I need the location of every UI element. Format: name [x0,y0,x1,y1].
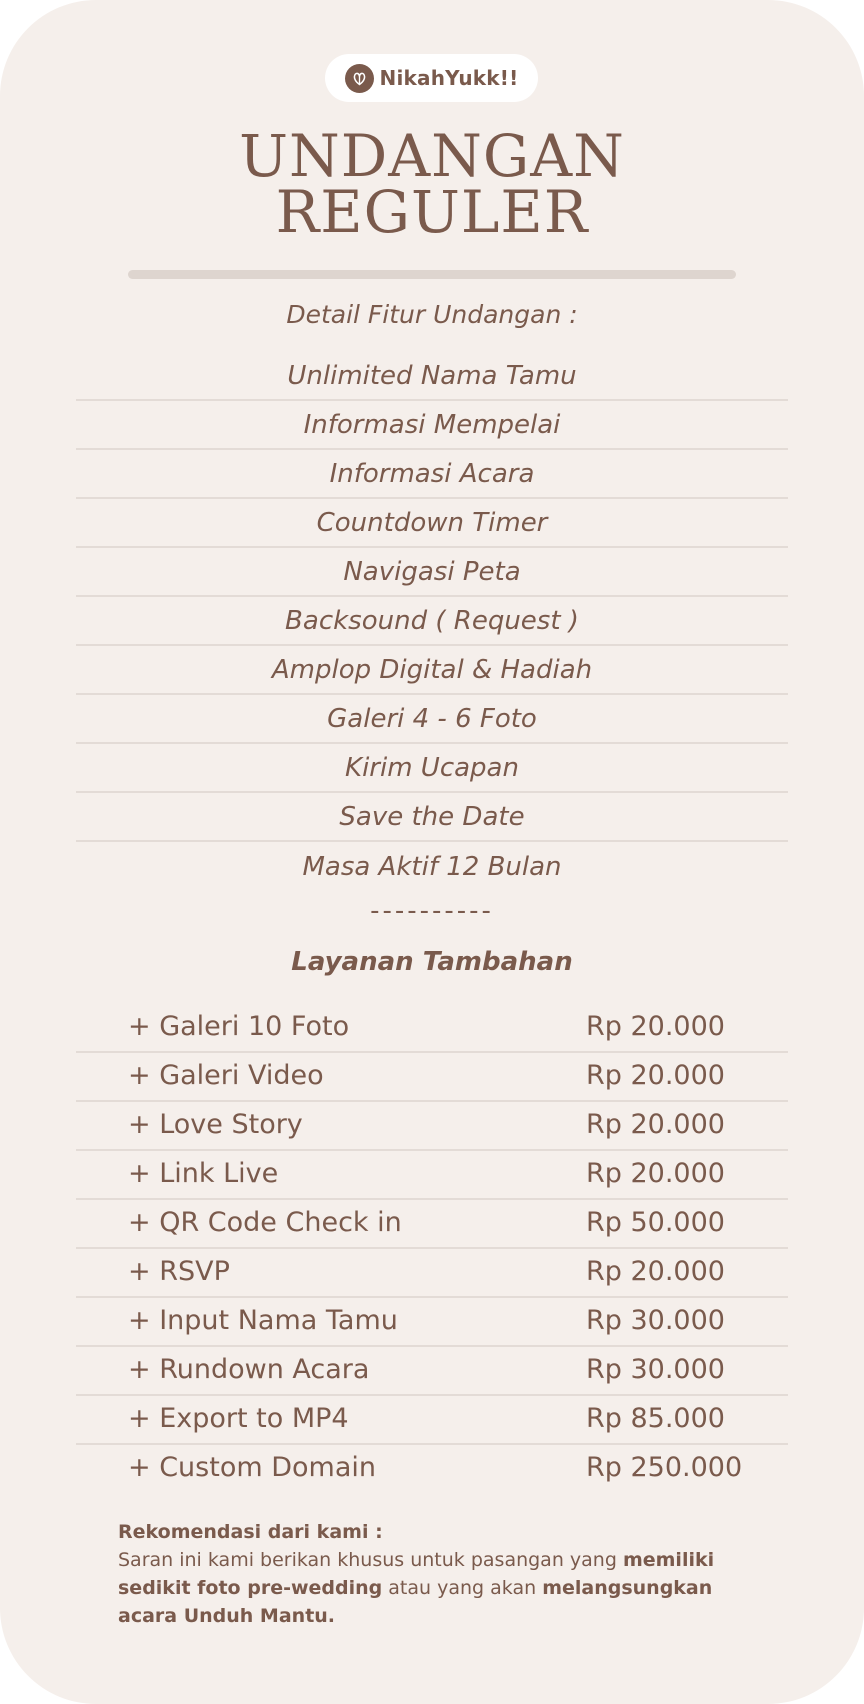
addon-row [76,1053,788,1102]
title-underline [128,270,736,279]
addon-name: + Export to MP4 [128,1403,349,1434]
feature-item: Informasi Mempelai [76,401,788,450]
addon-name: + Galeri 10 Foto [128,1011,350,1042]
addon-name: + Rundown Acara [128,1354,370,1385]
features-heading: Detail Fitur Undangan : [286,300,578,329]
feature-item: Countdown Timer [76,499,788,548]
addon-price: Rp 20.000 [586,1060,725,1091]
addon-row [76,1151,788,1200]
addon-price: Rp 20.000 [586,1109,725,1140]
recommendation-text: atau yang akan [382,1577,543,1599]
addon-row [76,1200,788,1249]
addon-name: + Galeri Video [128,1060,324,1091]
addon-name: + Input Nama Tamu [128,1305,398,1336]
recommendation-text: Saran ini kami berikan khusus untuk pasangan yang [118,1549,623,1571]
title-line-1: UNDANGAN [239,122,625,190]
addon-row [76,1298,788,1347]
addon-price: Rp 20.000 [586,1011,725,1042]
addon-name: + RSVP [128,1256,230,1287]
addon-price: Rp 20.000 [586,1158,725,1189]
feature-item: Navigasi Peta [76,548,788,597]
brand-name: NikahYukk!! [379,66,519,90]
addon-price: Rp 50.000 [586,1207,725,1238]
addon-price: Rp 85.000 [586,1403,725,1434]
feature-item: Kirim Ucapan [76,744,788,793]
addon-name: + Love Story [128,1109,303,1140]
addon-name: + Link Live [128,1158,279,1189]
feature-item: Masa Aktif 12 Bulan [302,851,562,882]
feature-item: Backsound ( Request ) [76,597,788,646]
addon-price: Rp 30.000 [586,1305,725,1336]
feature-item: Informasi Acara [76,450,788,499]
addon-row [76,1004,788,1053]
addons-heading: Layanan Tambahan [291,947,573,977]
addon-name: + Custom Domain [128,1452,376,1483]
recommendation-emphasis: melangsungkan acara Unduh Mantu. [118,1577,713,1627]
addon-row [76,1102,788,1151]
recommendation-emphasis: memiliki sedikit foto pre-wedding [118,1549,715,1599]
section-divider: ---------- [370,896,494,926]
page-title [0,122,864,246]
addon-row [76,1347,788,1396]
recommendation-note [118,1518,758,1630]
addon-price: Rp 250.000 [586,1452,743,1483]
feature-item: Save the Date [76,793,788,842]
addon-name: + QR Code Check in [128,1207,402,1238]
addons-list [76,1004,788,1494]
recommendation-title: Rekomendasi dari kami : [118,1521,383,1543]
addon-price: Rp 30.000 [586,1354,725,1385]
addon-price: Rp 20.000 [586,1256,725,1287]
heart-leaf-icon [345,64,374,93]
addon-row [76,1396,788,1445]
title-line-2: REGULER [275,178,589,246]
features-list [76,352,788,891]
feature-item: Unlimited Nama Tamu [76,352,788,401]
feature-item: Amplop Digital & Hadiah [76,646,788,695]
addon-row [76,1249,788,1298]
feature-item: Galeri 4 - 6 Foto [76,695,788,744]
brand-badge [325,54,538,102]
addon-row [76,1445,788,1494]
